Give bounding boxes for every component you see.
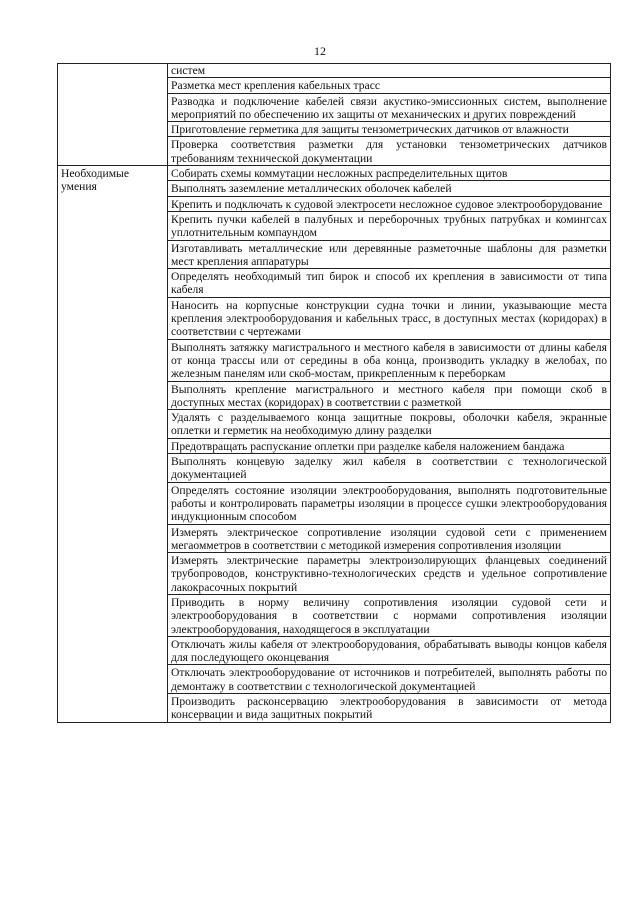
- skill-cell: Изготавливать металлические или деревянные разметочные шаблоны для разметки мест крепления аппаратуры: [168, 240, 611, 269]
- table-row: [58, 64, 611, 78]
- skill-cell: Измерять электрическое сопротивление изоляции судовой сети с применением мегаомметров в соответствии с методикой измерения сопротивления изоляции: [168, 524, 611, 553]
- table-cell: Разметка мест крепления кабельных трасс: [168, 78, 611, 93]
- skill-cell: Измерять электрические параметры электроизолирующих фланцевых соединений трубопроводов, конструктивно-технологических средств и удельное сопротивление лакокрасочных покрытий: [168, 553, 611, 595]
- skill-cell: Крепить пучки кабелей в палубных и переборочных трубных патрубках и комингсах уплотнительным компаундом: [168, 211, 611, 240]
- skill-cell: Наносить на корпусные конструкции судна точки и линии, указывающие места крепления электрооборудования и кабельных трасс, в доступных местах (коридорах) в соответствии с чертежами: [168, 297, 611, 339]
- skill-cell: Производить расконсервацию электрооборудования в зависимости от метода консервации и вида защитных покрытий: [168, 694, 611, 723]
- table-cell: Разводка и подключение кабелей связи акустико-эмиссионных систем, выполнение мероприятий по обеспечению их защиты от механических и других повреждений: [168, 93, 611, 122]
- section-label-cell: Необходимые умения: [58, 166, 168, 723]
- skill-cell: Выполнять заземление металлических оболочек кабелей: [168, 181, 611, 196]
- skill-cell: Отключать электрооборудование от источников и потребителей, выполнять работы по демонтажу в соответствии с технологической документацией: [168, 665, 611, 694]
- skill-cell: Собирать схемы коммутации несложных распределительных щитов: [168, 166, 611, 181]
- page-number: 12: [314, 44, 326, 58]
- skill-cell: Выполнять крепление магистрального и местного кабеля при помощи скоб в доступных местах (коридорах) в соответствии с разметкой: [168, 381, 611, 410]
- empty-label-cell: [58, 64, 168, 166]
- skill-cell: Отключать жилы кабеля от электрооборудования, обрабатывать выводы концов кабеля для последующего оконцевания: [168, 636, 611, 665]
- skill-cell: Определять необходимый тип бирок и способ их крепления в зависимости от типа кабеля: [168, 269, 611, 298]
- skill-cell: Определять состояние изоляции электрооборудования, выполнять подготовительные работы и контролировать параметры изоляции в процессе сушки электрооборудования индукционным способом: [168, 482, 611, 524]
- skill-cell: Удалять с разделываемого конца защитные покровы, оболочки кабеля, экранные оплетки и герметик на необходимую длину разделки: [168, 410, 611, 439]
- competency-table: [57, 63, 611, 723]
- table-row: [58, 166, 611, 181]
- table-cell: систем: [168, 64, 611, 78]
- skill-cell: Выполнять затяжку магистрального и местного кабеля в зависимости от длины кабеля от конца трассы или от середины в оба конца, производить укладку в желобах, по железным панелям или скоб-мостам, прикрепленным к переборкам: [168, 339, 611, 381]
- skill-cell: Приводить в норму величину сопротивления изоляции судовой сети и электрооборудования в соответствии с нормами сопротивления изоляции электрооборудования, находящегося в эксплуатации: [168, 594, 611, 636]
- skill-cell: Выполнять концевую заделку жил кабеля в соответствии с технологической документацией: [168, 454, 611, 483]
- table-cell: Проверка соответствия разметки для установки тензометрических датчиков требованиям технической документации: [168, 137, 611, 166]
- skill-cell: Предотвращать распускание оплетки при разделке кабеля наложением бандажа: [168, 438, 611, 453]
- skill-cell: Крепить и подключать к судовой электросети несложное судовое электрооборудование: [168, 196, 611, 211]
- table-cell: Приготовление герметика для защиты тензометрических датчиков от влажности: [168, 122, 611, 137]
